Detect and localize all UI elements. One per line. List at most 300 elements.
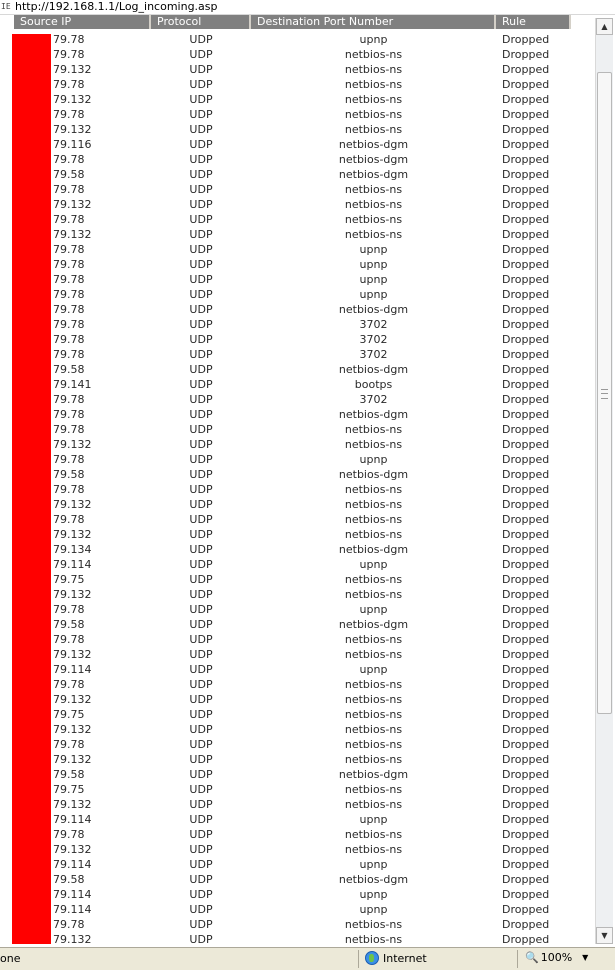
rule-cell: Dropped	[502, 888, 550, 901]
table-row	[14, 167, 584, 182]
protocol-cell: UDP	[189, 423, 213, 436]
table-row	[14, 152, 584, 167]
protocol-cell: UDP	[189, 168, 213, 181]
destination-port-cell: netbios-ns	[344, 573, 403, 586]
protocol-cell: UDP	[189, 768, 213, 781]
destination-port-cell: upnp	[359, 453, 388, 466]
destination-port-cell: 3702	[359, 393, 388, 406]
destination-port-cell: netbios-dgm	[338, 138, 409, 151]
table-row	[14, 182, 584, 197]
protocol-cell: UDP	[189, 453, 213, 466]
zoom-control[interactable]	[525, 951, 588, 964]
scroll-down-arrow-icon[interactable]: ▼	[596, 927, 613, 944]
rule-cell: Dropped	[502, 333, 550, 346]
source-ip-cell: 79.132	[53, 93, 92, 106]
protocol-cell: UDP	[189, 393, 213, 406]
protocol-cell: UDP	[189, 273, 213, 286]
rule-cell: Dropped	[502, 63, 550, 76]
protocol-cell: UDP	[189, 603, 213, 616]
protocol-cell: UDP	[189, 798, 213, 811]
rule-cell: Dropped	[502, 453, 550, 466]
rule-cell: Dropped	[502, 438, 550, 451]
rule-cell: Dropped	[502, 783, 550, 796]
rule-cell: Dropped	[502, 108, 550, 121]
rule-cell: Dropped	[502, 573, 550, 586]
protocol-cell: UDP	[189, 363, 213, 376]
destination-port-cell: netbios-dgm	[338, 873, 409, 886]
destination-port-cell: upnp	[359, 603, 388, 616]
rule-cell: Dropped	[502, 408, 550, 421]
destination-port-cell: netbios-ns	[344, 648, 403, 661]
destination-port-cell: netbios-ns	[344, 123, 403, 136]
table-row	[14, 407, 584, 422]
rule-cell: Dropped	[502, 138, 550, 151]
destination-port-cell: netbios-dgm	[338, 363, 409, 376]
destination-port-cell: netbios-ns	[344, 513, 403, 526]
source-ip-cell: 79.78	[53, 183, 85, 196]
protocol-cell: UDP	[189, 408, 213, 421]
protocol-cell: UDP	[189, 468, 213, 481]
destination-port-cell: netbios-ns	[344, 78, 403, 91]
protocol-cell: UDP	[189, 33, 213, 46]
source-ip-cell: 79.78	[53, 303, 85, 316]
protocol-cell: UDP	[189, 588, 213, 601]
destination-port-cell: 3702	[359, 318, 388, 331]
protocol-cell: UDP	[189, 48, 213, 61]
protocol-cell: UDP	[189, 903, 213, 916]
source-ip-cell: 79.114	[53, 558, 92, 571]
protocol-cell: UDP	[189, 843, 213, 856]
rule-cell: Dropped	[502, 588, 550, 601]
source-ip-cell: 79.114	[53, 903, 92, 916]
rule-cell: Dropped	[502, 318, 550, 331]
rule-cell: Dropped	[502, 258, 550, 271]
rule-cell: Dropped	[502, 363, 550, 376]
table-row	[14, 197, 584, 212]
rule-cell: Dropped	[502, 753, 550, 766]
destination-port-cell: netbios-dgm	[338, 303, 409, 316]
source-ip-cell: 79.114	[53, 858, 92, 871]
table-row	[14, 767, 584, 782]
destination-port-cell: netbios-ns	[344, 93, 403, 106]
column-header-destination-port[interactable]: Destination Port Number	[251, 15, 496, 29]
source-ip-cell: 79.132	[53, 648, 92, 661]
protocol-cell: UDP	[189, 153, 213, 166]
rule-cell: Dropped	[502, 723, 550, 736]
table-row	[14, 527, 584, 542]
protocol-cell: UDP	[189, 303, 213, 316]
table-row	[14, 602, 584, 617]
table-row	[14, 497, 584, 512]
protocol-cell: UDP	[189, 318, 213, 331]
source-ip-cell: 79.132	[53, 528, 92, 541]
destination-port-cell: netbios-ns	[344, 708, 403, 721]
protocol-cell: UDP	[189, 918, 213, 931]
rule-cell: Dropped	[502, 858, 550, 871]
rule-cell: Dropped	[502, 843, 550, 856]
chevron-down-icon[interactable]: ▼	[582, 953, 589, 962]
table-row	[14, 62, 584, 77]
protocol-cell: UDP	[189, 483, 213, 496]
rule-cell: Dropped	[502, 903, 550, 916]
protocol-cell: UDP	[189, 858, 213, 871]
source-ip-cell: 79.78	[53, 633, 85, 646]
rule-cell: Dropped	[502, 348, 550, 361]
table-row	[14, 212, 584, 227]
source-ip-cell: 79.58	[53, 768, 85, 781]
column-header-protocol[interactable]: Protocol	[151, 15, 251, 29]
source-ip-cell: 79.78	[53, 408, 85, 421]
destination-port-cell: netbios-ns	[344, 798, 403, 811]
protocol-cell: UDP	[189, 618, 213, 631]
zoom-level: 100%	[540, 951, 573, 964]
source-ip-cell: 79.132	[53, 723, 92, 736]
protocol-cell: UDP	[189, 678, 213, 691]
protocol-cell: UDP	[189, 693, 213, 706]
rule-cell: Dropped	[502, 528, 550, 541]
destination-port-cell: netbios-ns	[344, 678, 403, 691]
source-ip-cell: 79.78	[53, 213, 85, 226]
table-row	[14, 872, 584, 887]
rule-cell: Dropped	[502, 558, 550, 571]
destination-port-cell: bootps	[354, 378, 393, 391]
destination-port-cell: upnp	[359, 243, 388, 256]
table-row	[14, 377, 584, 392]
zone-label: Internet	[383, 951, 427, 965]
destination-port-cell: netbios-ns	[344, 738, 403, 751]
redaction-block	[12, 34, 51, 944]
source-ip-cell: 79.78	[53, 33, 85, 46]
security-zone[interactable]	[365, 951, 427, 965]
source-ip-cell: 79.78	[53, 153, 85, 166]
rule-cell: Dropped	[502, 663, 550, 676]
source-ip-cell: 79.78	[53, 483, 85, 496]
protocol-cell: UDP	[189, 108, 213, 121]
table-row	[14, 587, 584, 602]
table-row	[14, 467, 584, 482]
rule-cell: Dropped	[502, 768, 550, 781]
destination-port-cell: upnp	[359, 888, 388, 901]
protocol-cell: UDP	[189, 198, 213, 211]
rule-cell: Dropped	[502, 678, 550, 691]
source-ip-cell: 79.78	[53, 273, 85, 286]
rule-cell: Dropped	[502, 48, 550, 61]
source-ip-cell: 79.78	[53, 678, 85, 691]
source-ip-cell: 79.132	[53, 63, 92, 76]
source-ip-cell: 79.75	[53, 708, 85, 721]
protocol-cell: UDP	[189, 288, 213, 301]
table-row	[14, 812, 584, 827]
source-ip-cell: 79.78	[53, 78, 85, 91]
protocol-cell: UDP	[189, 138, 213, 151]
rule-cell: Dropped	[502, 228, 550, 241]
rule-cell: Dropped	[502, 303, 550, 316]
source-ip-cell: 79.132	[53, 798, 92, 811]
protocol-cell: UDP	[189, 348, 213, 361]
source-ip-cell: 79.58	[53, 873, 85, 886]
table-row	[14, 257, 584, 272]
table-row	[14, 782, 584, 797]
rule-cell: Dropped	[502, 828, 550, 841]
table-row	[14, 137, 584, 152]
protocol-cell: UDP	[189, 738, 213, 751]
destination-port-cell: netbios-ns	[344, 483, 403, 496]
protocol-cell: UDP	[189, 528, 213, 541]
rule-cell: Dropped	[502, 423, 550, 436]
rule-cell: Dropped	[502, 93, 550, 106]
scrollbar-thumb[interactable]	[597, 72, 612, 714]
source-ip-cell: 79.114	[53, 663, 92, 676]
destination-port-cell: netbios-ns	[344, 63, 403, 76]
source-ip-cell: 79.132	[53, 933, 92, 946]
destination-port-cell: netbios-ns	[344, 198, 403, 211]
table-row	[14, 287, 584, 302]
table-row	[14, 677, 584, 692]
protocol-cell: UDP	[189, 183, 213, 196]
rule-cell: Dropped	[502, 33, 550, 46]
table-row	[14, 902, 584, 917]
destination-port-cell: netbios-ns	[344, 48, 403, 61]
destination-port-cell: netbios-ns	[344, 528, 403, 541]
rule-cell: Dropped	[502, 378, 550, 391]
source-ip-cell: 79.58	[53, 618, 85, 631]
destination-port-cell: netbios-ns	[344, 753, 403, 766]
source-ip-cell: 79.132	[53, 123, 92, 136]
protocol-cell: UDP	[189, 63, 213, 76]
page-icon: IE	[1, 2, 11, 11]
protocol-cell: UDP	[189, 663, 213, 676]
source-ip-cell: 79.78	[53, 513, 85, 526]
rule-cell: Dropped	[502, 648, 550, 661]
table-row	[14, 857, 584, 872]
table-row	[14, 362, 584, 377]
protocol-cell: UDP	[189, 813, 213, 826]
rule-cell: Dropped	[502, 483, 550, 496]
table-row	[14, 32, 584, 47]
vertical-scrollbar[interactable]	[595, 18, 613, 944]
source-ip-cell: 79.78	[53, 918, 85, 931]
protocol-cell: UDP	[189, 753, 213, 766]
rule-cell: Dropped	[502, 153, 550, 166]
table-row	[14, 512, 584, 527]
protocol-cell: UDP	[189, 648, 213, 661]
page-url[interactable]: http://192.168.1.1/Log_incoming.asp	[15, 0, 218, 13]
table-row	[14, 617, 584, 632]
protocol-cell: UDP	[189, 633, 213, 646]
table-row	[14, 482, 584, 497]
source-ip-cell: 79.78	[53, 453, 85, 466]
protocol-cell: UDP	[189, 438, 213, 451]
rule-cell: Dropped	[502, 543, 550, 556]
protocol-cell: UDP	[189, 888, 213, 901]
destination-port-cell: upnp	[359, 258, 388, 271]
source-ip-cell: 79.132	[53, 843, 92, 856]
table-row	[14, 647, 584, 662]
source-ip-cell: 79.114	[53, 888, 92, 901]
source-ip-cell: 79.78	[53, 348, 85, 361]
protocol-cell: UDP	[189, 213, 213, 226]
protocol-cell: UDP	[189, 498, 213, 511]
destination-port-cell: upnp	[359, 273, 388, 286]
source-ip-cell: 79.78	[53, 318, 85, 331]
destination-port-cell: 3702	[359, 348, 388, 361]
source-ip-cell: 79.78	[53, 243, 85, 256]
source-ip-cell: 79.78	[53, 828, 85, 841]
protocol-cell: UDP	[189, 378, 213, 391]
destination-port-cell: netbios-ns	[344, 783, 403, 796]
rule-cell: Dropped	[502, 213, 550, 226]
destination-port-cell: upnp	[359, 903, 388, 916]
destination-port-cell: netbios-ns	[344, 843, 403, 856]
status-bar	[0, 947, 615, 970]
table-row	[14, 452, 584, 467]
status-divider	[517, 950, 518, 968]
destination-port-cell: upnp	[359, 288, 388, 301]
rule-cell: Dropped	[502, 798, 550, 811]
protocol-cell: UDP	[189, 243, 213, 256]
source-ip-cell: 79.78	[53, 48, 85, 61]
source-ip-cell: 79.78	[53, 108, 85, 121]
destination-port-cell: netbios-ns	[344, 183, 403, 196]
source-ip-cell: 79.141	[53, 378, 92, 391]
rule-cell: Dropped	[502, 498, 550, 511]
source-ip-cell: 79.132	[53, 438, 92, 451]
protocol-cell: UDP	[189, 558, 213, 571]
source-ip-cell: 79.58	[53, 468, 85, 481]
destination-port-cell: netbios-ns	[344, 918, 403, 931]
table-row	[14, 107, 584, 122]
destination-port-cell: upnp	[359, 813, 388, 826]
source-ip-cell: 79.132	[53, 753, 92, 766]
log-table-body	[14, 32, 584, 947]
source-ip-cell: 79.78	[53, 258, 85, 271]
destination-port-cell: upnp	[359, 858, 388, 871]
rule-cell: Dropped	[502, 198, 550, 211]
destination-port-cell: netbios-ns	[344, 693, 403, 706]
rule-cell: Dropped	[502, 183, 550, 196]
rule-cell: Dropped	[502, 918, 550, 931]
table-row	[14, 932, 584, 947]
destination-port-cell: netbios-ns	[344, 108, 403, 121]
destination-port-cell: netbios-ns	[344, 588, 403, 601]
protocol-cell: UDP	[189, 783, 213, 796]
source-ip-cell: 79.114	[53, 813, 92, 826]
destination-port-cell: upnp	[359, 663, 388, 676]
rule-cell: Dropped	[502, 873, 550, 886]
scrollbar-grip-icon	[601, 389, 608, 399]
source-ip-cell: 79.78	[53, 288, 85, 301]
rule-cell: Dropped	[502, 273, 550, 286]
rule-cell: Dropped	[502, 708, 550, 721]
column-header-source-ip[interactable]: Source IP	[14, 15, 151, 29]
destination-port-cell: netbios-ns	[344, 633, 403, 646]
table-row	[14, 557, 584, 572]
table-row	[14, 662, 584, 677]
rule-cell: Dropped	[502, 468, 550, 481]
protocol-cell: UDP	[189, 573, 213, 586]
destination-port-cell: netbios-ns	[344, 933, 403, 946]
protocol-cell: UDP	[189, 933, 213, 946]
rule-cell: Dropped	[502, 813, 550, 826]
protocol-cell: UDP	[189, 708, 213, 721]
table-row	[14, 437, 584, 452]
table-row	[14, 827, 584, 842]
table-row	[14, 272, 584, 287]
table-row	[14, 332, 584, 347]
address-bar	[0, 0, 615, 15]
table-row	[14, 797, 584, 812]
table-row	[14, 302, 584, 317]
rule-cell: Dropped	[502, 243, 550, 256]
source-ip-cell: 79.132	[53, 228, 92, 241]
destination-port-cell: upnp	[359, 33, 388, 46]
rule-cell: Dropped	[502, 123, 550, 136]
table-row	[14, 317, 584, 332]
table-row	[14, 77, 584, 92]
source-ip-cell: 79.78	[53, 393, 85, 406]
internet-globe-icon	[365, 951, 379, 965]
table-row	[14, 752, 584, 767]
destination-port-cell: netbios-dgm	[338, 153, 409, 166]
table-row	[14, 887, 584, 902]
table-row	[14, 917, 584, 932]
destination-port-cell: netbios-ns	[344, 228, 403, 241]
protocol-cell: UDP	[189, 828, 213, 841]
table-row	[14, 122, 584, 137]
source-ip-cell: 79.132	[53, 588, 92, 601]
rule-cell: Dropped	[502, 513, 550, 526]
destination-port-cell: netbios-dgm	[338, 618, 409, 631]
protocol-cell: UDP	[189, 333, 213, 346]
rule-cell: Dropped	[502, 618, 550, 631]
table-row	[14, 692, 584, 707]
magnifier-icon: 🔍	[525, 951, 539, 964]
rule-cell: Dropped	[502, 393, 550, 406]
protocol-cell: UDP	[189, 873, 213, 886]
source-ip-cell: 79.116	[53, 138, 92, 151]
rule-cell: Dropped	[502, 288, 550, 301]
source-ip-cell: 79.58	[53, 363, 85, 376]
column-header-rule[interactable]: Rule	[496, 15, 571, 29]
table-row	[14, 842, 584, 857]
table-row	[14, 92, 584, 107]
source-ip-cell: 79.132	[53, 693, 92, 706]
source-ip-cell: 79.75	[53, 783, 85, 796]
source-ip-cell: 79.75	[53, 573, 85, 586]
table-row	[14, 572, 584, 587]
destination-port-cell: netbios-dgm	[338, 543, 409, 556]
table-row	[14, 47, 584, 62]
destination-port-cell: netbios-ns	[344, 438, 403, 451]
protocol-cell: UDP	[189, 123, 213, 136]
table-row	[14, 542, 584, 557]
destination-port-cell: 3702	[359, 333, 388, 346]
destination-port-cell: netbios-ns	[344, 828, 403, 841]
destination-port-cell: netbios-dgm	[338, 768, 409, 781]
destination-port-cell: netbios-ns	[344, 498, 403, 511]
status-divider	[358, 950, 359, 968]
destination-port-cell: netbios-dgm	[338, 408, 409, 421]
scroll-up-arrow-icon[interactable]: ▲	[596, 18, 613, 35]
table-row	[14, 227, 584, 242]
destination-port-cell: upnp	[359, 558, 388, 571]
source-ip-cell: 79.132	[53, 198, 92, 211]
protocol-cell: UDP	[189, 723, 213, 736]
rule-cell: Dropped	[502, 933, 550, 946]
rule-cell: Dropped	[502, 738, 550, 751]
source-ip-cell: 79.58	[53, 168, 85, 181]
destination-port-cell: netbios-ns	[344, 213, 403, 226]
